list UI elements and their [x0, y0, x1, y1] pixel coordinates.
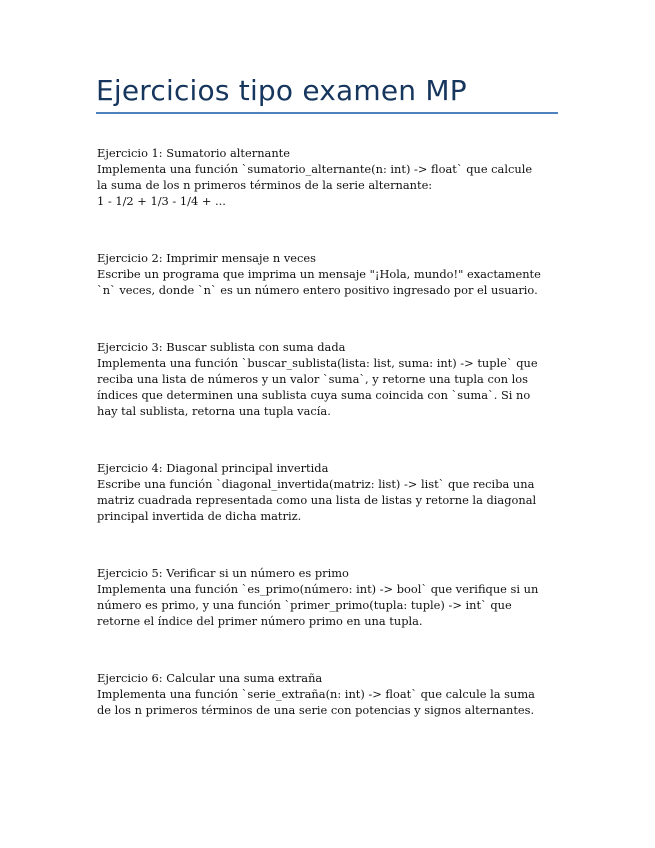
exercise-text-line: Implementa una función `serie_extraña(n: int) -> float` que calcule la suma [97, 687, 535, 701]
exercise-6 [97, 670, 559, 718]
exercise-list [97, 145, 559, 759]
exercise-1 [97, 145, 559, 209]
exercise-text-line: `n` veces, donde `n` es un número entero positivo ingresado por el usuario. [97, 283, 538, 297]
exercise-title: Ejercicio 6: Calcular una suma extraña [97, 671, 323, 685]
exercise-text-line: matriz cuadrada representada como una lista de listas y retorne la diagonal [97, 493, 537, 507]
exercise-title: Ejercicio 2: Imprimir mensaje n veces [97, 251, 316, 265]
exercise-5 [97, 565, 559, 629]
exercise-text-line: reciba una lista de números y un valor `suma`, y retorne una tupla con los [97, 372, 529, 386]
title-underline [96, 112, 558, 114]
exercise-2 [97, 250, 559, 298]
exercise-text-line: Implementa una función `es_primo(número: int) -> bool` que verifique si un [97, 582, 539, 596]
document-title: Ejercicios tipo examen MP [96, 74, 467, 107]
exercise-text-line: hay tal sublista, retorna una tupla vacía. [97, 404, 331, 418]
exercise-3 [97, 339, 559, 419]
exercise-text-line: la suma de los n primeros términos de la serie alternante: [97, 178, 433, 192]
exercise-text-line: Escribe un programa que imprima un mensaje "¡Hola, mundo!" exactamente [97, 267, 541, 281]
exercise-title: Ejercicio 1: Sumatorio alternante [97, 146, 290, 160]
exercise-text-line: Implementa una función `buscar_sublista(lista: list, suma: int) -> tuple` que [97, 356, 538, 370]
exercise-title: Ejercicio 4: Diagonal principal invertida [97, 461, 329, 475]
exercise-4 [97, 460, 559, 524]
exercise-text-line: Escribe una función `diagonal_invertida(matriz: list) -> list` que reciba una [97, 477, 535, 491]
exercise-text-line: 1 - 1/2 + 1/3 - 1/4 + ... [97, 194, 226, 208]
exercise-text-line: de los n primeros términos de una serie con potencias y signos alternantes. [97, 703, 535, 717]
exercise-text-line: Implementa una función `sumatorio_alternante(n: int) -> float` que calcule [97, 162, 533, 176]
exercise-text-line: principal invertida de dicha matriz. [97, 509, 302, 523]
exercise-text-line: número es primo, y una función `primer_primo(tupla: tuple) -> int` que [97, 598, 512, 612]
exercise-title: Ejercicio 3: Buscar sublista con suma dada [97, 340, 346, 354]
exercise-title: Ejercicio 5: Verificar si un número es primo [97, 566, 349, 580]
exercise-text-line: índices que determinen una sublista cuya suma coincida con `suma`. Si no [97, 388, 531, 402]
exercise-text-line: retorne el índice del primer número primo en una tupla. [97, 614, 423, 628]
